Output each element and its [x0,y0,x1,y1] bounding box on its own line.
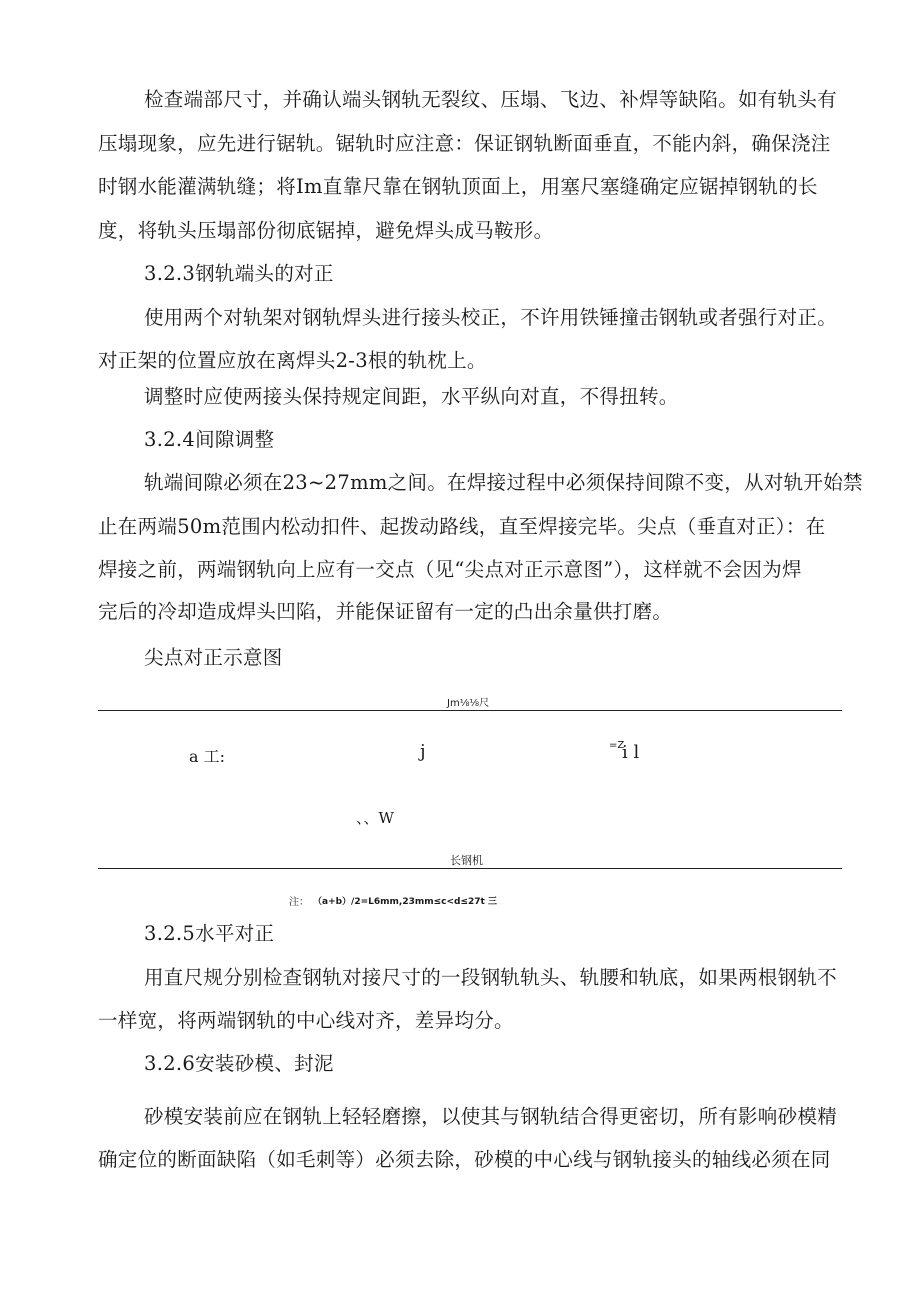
section-heading: 3.2.5水平对正 [144,922,275,945]
figure-label-j: j [420,741,426,762]
figure-bottom-rule [98,868,842,869]
paragraph-line: 使用两个对轨架对钢轨焊头进行接头校正，不许用铁锤撞击钢轨或者强行对正。 [144,306,838,329]
paragraph-line: 砂模安装前应在钢轨上轻轻磨擦，以使其与钢轨结合得更密切，所有影响砂模精 [144,1105,838,1128]
paragraph-line: 度，将轨头压塌部份彻底锯掉，避免焊头成马鞍形。 [98,219,554,242]
figure-label-z-sup: =Z [609,740,625,751]
paragraph-line: 轨端间隙必须在23~27mm之间。在焊接过程中必须保持间隙不变，从对轨开始禁 [144,471,863,494]
figure-note-prefix: 注： [289,897,309,908]
figure-label-il: i l [622,742,640,763]
section-heading: 3.2.4间隙调整 [144,428,275,451]
paragraph-line: 时钢水能灌满轨缝；将Im直靠尺靠在钢轨顶面上，用塞尺塞缝确定应锯掉钢轨的长 [98,175,818,198]
figure-top-rule [98,710,842,711]
paragraph-line: 对正架的位置应放在离焊头2-3根的轨枕上。 [98,349,487,372]
section-heading: 3.2.3钢轨端头的对正 [144,262,334,285]
figure-top-label: Jm⅛⅛尺 [447,698,490,709]
paragraph-line: 调整时应使两接头保持规定间距，水平纵向对直，不得扭转。 [144,385,679,408]
figure-title: 尖点对正示意图 [144,646,283,669]
paragraph-line: 确定位的断面缺陷（如毛刺等）必须去除，砂模的中心线与钢轨接头的轴线必须在同 [98,1148,831,1171]
section-heading: 3.2.6安装砂模、封泥 [144,1052,334,1075]
paragraph-line: 压塌现象，应先进行锯轨。锯轨时应注意：保证钢轨断面垂直，不能内斜，确保浇注 [98,132,831,155]
figure-bottom-label: 长钢机 [450,854,483,867]
paragraph-line: 一样宽，将两端钢轨的中心线对齐，差异均分。 [98,1009,514,1032]
paragraph-line: 检查端部尺寸，并确认端头钢轨无裂纹、压塌、飞边、补焊等缺陷。如有轨头有 [144,88,838,111]
figure-label-a: a 工: [189,747,226,766]
figure-note: （a+b）/2=L6mm,23mm≤c<d≤27t 三 [313,897,497,907]
figure-label-w: 、、W [356,809,394,827]
paragraph-line: 焊接之前，两端钢轨向上应有一交点（见“尖点对正示意图”），这样就不会因为焊 [98,558,802,581]
paragraph-line: 完后的冷却造成焊头凹陷，并能保证留有一定的凸出余量供打磨。 [98,600,673,623]
paragraph-line: 用直尺规分别检查钢轨对接尺寸的一段钢轨轨头、轨腰和轨底，如果两根钢轨不 [144,966,838,989]
paragraph-line: 止在两端50m范围内松动扣件、起拨动路线，直至焊接完毕。尖点（垂直对正）：在 [98,515,826,538]
